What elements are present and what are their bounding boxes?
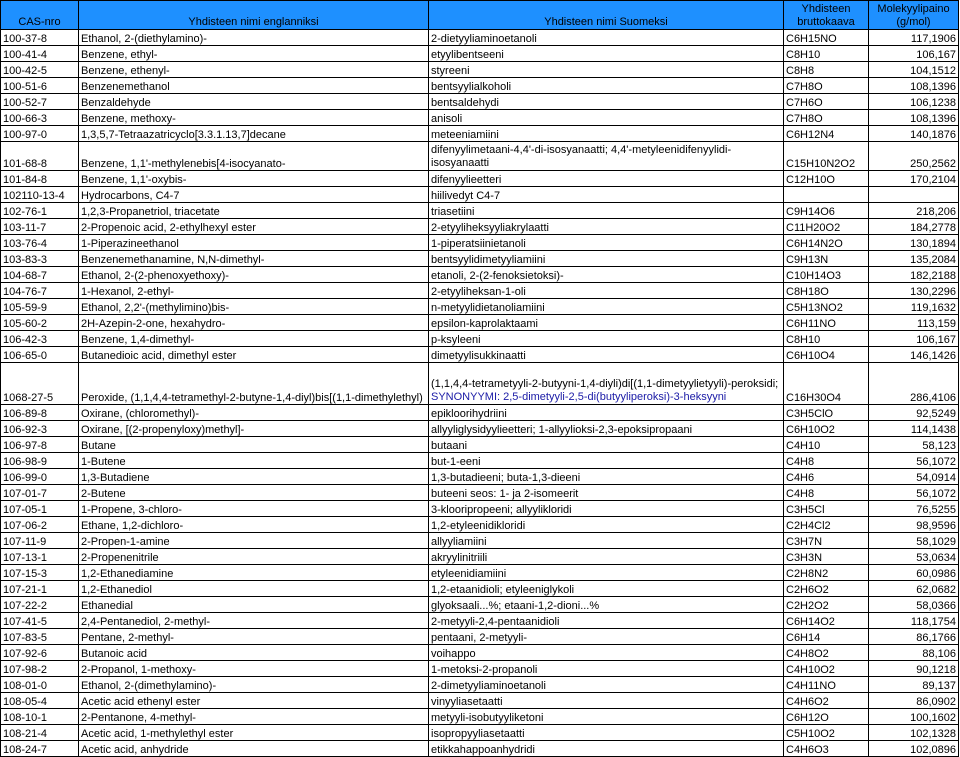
cell-molecular-weight: 106,167: [869, 331, 959, 347]
table-row: [1, 30, 959, 46]
cell-cas: 107-13-1: [1, 549, 79, 565]
cell-cas: 106-92-3: [1, 421, 79, 437]
cell-name-en: Acetic acid, 1-methylethyl ester: [79, 725, 429, 741]
cell-name-en: 1,2,3-Propanetriol, triacetate: [79, 203, 429, 219]
table-row: [1, 78, 959, 94]
cell-name-en: Ethanol, 2-(diethylamino)-: [79, 30, 429, 46]
table-row: [1, 693, 959, 709]
table-row: [1, 110, 959, 126]
table-row: [1, 363, 959, 405]
cell-name-en: Oxirane, [(2-propenyloxy)methyl]-: [79, 421, 429, 437]
table-row: [1, 142, 959, 171]
cell-name-fi: bentsyylialkoholi: [429, 78, 784, 94]
cell-formula: C4H8: [784, 485, 869, 501]
cell-formula: C4H6: [784, 469, 869, 485]
cell-molecular-weight: 88,106: [869, 645, 959, 661]
cell-name-fi: 2-metyyli-2,4-pentaanidioli: [429, 613, 784, 629]
table-row: [1, 549, 959, 565]
table-row: [1, 251, 959, 267]
cell-molecular-weight: 106,1238: [869, 94, 959, 110]
cell-formula: C4H8O2: [784, 645, 869, 661]
cell-formula: C3H5ClO: [784, 405, 869, 421]
table-row: [1, 347, 959, 363]
cell-formula: C12H10O: [784, 171, 869, 187]
cell-name-en: Benzenemethanamine, N,N-dimethyl-: [79, 251, 429, 267]
cell-name-en: Benzene, ethenyl-: [79, 62, 429, 78]
cell-molecular-weight: 146,1426: [869, 347, 959, 363]
table-row: [1, 677, 959, 693]
cell-molecular-weight: 184,2778: [869, 219, 959, 235]
table-row: [1, 629, 959, 645]
table-row: [1, 501, 959, 517]
cell-formula: C9H13N: [784, 251, 869, 267]
cell-molecular-weight: 86,1766: [869, 629, 959, 645]
header-name-fi: Yhdisteen nimi Suomeksi: [429, 1, 784, 30]
cell-molecular-weight: 53,0634: [869, 549, 959, 565]
cell-formula: C5H10O2: [784, 725, 869, 741]
cell-cas: 107-92-6: [1, 645, 79, 661]
cell-cas: 106-89-8: [1, 405, 79, 421]
cell-cas: 106-65-0: [1, 347, 79, 363]
cell-name-fi: pentaani, 2-metyyli-: [429, 629, 784, 645]
cell-name-en: Ethanedial: [79, 597, 429, 613]
cell-name-en: Oxirane, (chloromethyl)-: [79, 405, 429, 421]
cell-cas: 108-10-1: [1, 709, 79, 725]
cell-cas: 108-24-7: [1, 741, 79, 757]
cell-molecular-weight: 98,9596: [869, 517, 959, 533]
cell-molecular-weight: 250,2562: [869, 142, 959, 171]
cell-cas: 100-66-3: [1, 110, 79, 126]
cell-formula: C4H10O2: [784, 661, 869, 677]
cell-molecular-weight: 56,1072: [869, 453, 959, 469]
cell-cas: 101-68-8: [1, 142, 79, 171]
cell-name-fi: allyyliglysidyylieetteri; 1-allyylioksi-2,3-epoksipropaani: [429, 421, 784, 437]
cell-name-fi: etanoli, 2-(2-fenoksietoksi)-: [429, 267, 784, 283]
table-row: [1, 517, 959, 533]
cell-formula: [784, 187, 869, 203]
table-row: [1, 709, 959, 725]
cell-molecular-weight: 218,206: [869, 203, 959, 219]
cell-name-fi: metyyli-isobutyyliketoni: [429, 709, 784, 725]
cell-cas: 107-11-9: [1, 533, 79, 549]
table-row: [1, 565, 959, 581]
cell-formula: C6H12O: [784, 709, 869, 725]
cell-formula: C8H8: [784, 62, 869, 78]
cell-formula: C3H7N: [784, 533, 869, 549]
cell-name-fi: 2-etyyliheksan-1-oli: [429, 283, 784, 299]
cell-name-en: 2H-Azepin-2-one, hexahydro-: [79, 315, 429, 331]
cell-cas: 106-97-8: [1, 437, 79, 453]
cell-name-fi: buteeni seos: 1- ja 2-isomeerit: [429, 485, 784, 501]
cell-name-en: Butane: [79, 437, 429, 453]
cell-name-en: 2-Propen-1-amine: [79, 533, 429, 549]
cell-name-fi: butaani: [429, 437, 784, 453]
cell-name-en: Acetic acid ethenyl ester: [79, 693, 429, 709]
table-row: [1, 171, 959, 187]
header-molecular-weight: Molekyylipaino (g/mol): [869, 1, 959, 30]
cell-formula: C8H10: [784, 331, 869, 347]
cell-cas: 105-59-9: [1, 299, 79, 315]
cell-molecular-weight: 100,1602: [869, 709, 959, 725]
cell-name-en: Ethanol, 2,2'-(methylimino)bis-: [79, 299, 429, 315]
cell-cas: 107-21-1: [1, 581, 79, 597]
cell-cas: 105-60-2: [1, 315, 79, 331]
cell-name-en: 1-Propene, 3-chloro-: [79, 501, 429, 517]
table-row: [1, 219, 959, 235]
cell-molecular-weight: 102,1328: [869, 725, 959, 741]
cell-molecular-weight: 106,167: [869, 46, 959, 62]
cell-name-en: 1,2-Ethanediol: [79, 581, 429, 597]
cell-name-fi: akryylinitriili: [429, 549, 784, 565]
cell-cas: 107-98-2: [1, 661, 79, 677]
cell-name-en: Ethanol, 2-(dimethylamino)-: [79, 677, 429, 693]
cell-molecular-weight: 58,1029: [869, 533, 959, 549]
cell-cas: 103-76-4: [1, 235, 79, 251]
table-row: [1, 661, 959, 677]
cell-formula: C6H12N4: [784, 126, 869, 142]
cell-formula: C7H8O: [784, 110, 869, 126]
cell-name-fi: etyleenidiamiini: [429, 565, 784, 581]
cell-molecular-weight: 92,5249: [869, 405, 959, 421]
cell-formula: C6H14N2O: [784, 235, 869, 251]
table-row: [1, 299, 959, 315]
cell-name-fi: 1-piperatsiinietanoli: [429, 235, 784, 251]
table-row: [1, 533, 959, 549]
cell-cas: 107-22-2: [1, 597, 79, 613]
cell-cas: 100-42-5: [1, 62, 79, 78]
table-row: [1, 453, 959, 469]
cell-name-en: 2-Propanol, 1-methoxy-: [79, 661, 429, 677]
table-row: [1, 741, 959, 757]
cell-name-en: Ethanol, 2-(2-phenoxyethoxy)-: [79, 267, 429, 283]
cell-molecular-weight: 182,2188: [869, 267, 959, 283]
table-row: [1, 469, 959, 485]
table-row: [1, 283, 959, 299]
cell-molecular-weight: 135,2084: [869, 251, 959, 267]
cell-cas: 107-41-5: [1, 613, 79, 629]
table-row: [1, 62, 959, 78]
cell-molecular-weight: 170,2104: [869, 171, 959, 187]
cell-formula: C6H15NO: [784, 30, 869, 46]
table-row: [1, 315, 959, 331]
cell-cas: 100-52-7: [1, 94, 79, 110]
header-name-en: Yhdisteen nimi englanniksi: [79, 1, 429, 30]
cell-name-fi: 1-metoksi-2-propanoli: [429, 661, 784, 677]
cell-molecular-weight: 108,1396: [869, 110, 959, 126]
cell-cas: 100-41-4: [1, 46, 79, 62]
cell-name-en: Benzenemethanol: [79, 78, 429, 94]
cell-name-fi: difenyylimetaani-4,4'-di-isosyanaatti; 4,4'-metyleenidifenyylidi-isosyanaatti: [429, 142, 784, 171]
table-row: [1, 46, 959, 62]
cell-molecular-weight: 118,1754: [869, 613, 959, 629]
cell-name-fi: difenyylieetteri: [429, 171, 784, 187]
cell-formula: C4H8: [784, 453, 869, 469]
cell-cas: 106-42-3: [1, 331, 79, 347]
cell-formula: C6H11NO: [784, 315, 869, 331]
cell-formula: C15H10N2O2: [784, 142, 869, 171]
cell-molecular-weight: 54,0914: [869, 469, 959, 485]
cell-name-en: Benzaldehyde: [79, 94, 429, 110]
cell-formula: C6H14: [784, 629, 869, 645]
cell-name-en: Benzene, ethyl-: [79, 46, 429, 62]
cell-molecular-weight: 89,137: [869, 677, 959, 693]
cell-name-en: Acetic acid, anhydride: [79, 741, 429, 757]
cell-molecular-weight: 130,1894: [869, 235, 959, 251]
table-row: [1, 267, 959, 283]
cell-name-en: Benzene, 1,4-dimethyl-: [79, 331, 429, 347]
cell-molecular-weight: 58,123: [869, 437, 959, 453]
cell-name-fi: etikkahappoanhydridi: [429, 741, 784, 757]
cell-cas: 107-15-3: [1, 565, 79, 581]
cell-formula: C6H10O4: [784, 347, 869, 363]
table-row: [1, 645, 959, 661]
table-row: [1, 725, 959, 741]
header-cas: CAS-nro: [1, 1, 79, 30]
cell-name-en: 2,4-Pentanediol, 2-methyl-: [79, 613, 429, 629]
cell-name-en: 1-Hexanol, 2-ethyl-: [79, 283, 429, 299]
cell-name-fi: vinyyliasetaatti: [429, 693, 784, 709]
cell-name-en: Benzene, 1,1'-methylenebis[4-isocyanato-: [79, 142, 429, 171]
table-row: [1, 421, 959, 437]
cell-name-en: 1-Piperazineethanol: [79, 235, 429, 251]
header-row: [1, 1, 959, 30]
cell-formula: C2H2O2: [784, 597, 869, 613]
cell-molecular-weight: 108,1396: [869, 78, 959, 94]
table-row: [1, 331, 959, 347]
cell-name-en: 2-Butene: [79, 485, 429, 501]
cell-formula: C7H6O: [784, 94, 869, 110]
cell-formula: C4H10: [784, 437, 869, 453]
cell-name-fi: hiilivedyt C4-7: [429, 187, 784, 203]
cell-name-fi: 1,2-etaanidioli; etyleeniglykoli: [429, 581, 784, 597]
cell-molecular-weight: 102,0896: [869, 741, 959, 757]
table-row: [1, 187, 959, 203]
cell-molecular-weight: 56,1072: [869, 485, 959, 501]
cell-formula: C6H14O2: [784, 613, 869, 629]
cell-name-en: 2-Propenoic acid, 2-ethylhexyl ester: [79, 219, 429, 235]
cell-name-fi: (1,1,4,4-tetrametyyli-2-butyyni-1,4-diyli)di[(1,1-dimetyylietyyli)-peroksidi; SYNONYYMI: 2,5-dimetyyli-2,5-di(butyyliperoksi)-3-heksyyni: [429, 363, 784, 405]
table-row: [1, 94, 959, 110]
cell-molecular-weight: 62,0682: [869, 581, 959, 597]
cell-name-fi: anisoli: [429, 110, 784, 126]
cell-cas: 108-05-4: [1, 693, 79, 709]
cell-cas: 104-68-7: [1, 267, 79, 283]
cell-formula: C2H6O2: [784, 581, 869, 597]
cell-name-fi: bentsyylidimetyyliamiini: [429, 251, 784, 267]
cell-cas: 108-21-4: [1, 725, 79, 741]
cell-name-fi: n-metyylidietanoliamiini: [429, 299, 784, 315]
cell-cas: 106-98-9: [1, 453, 79, 469]
cell-formula: C8H10: [784, 46, 869, 62]
cell-name-fi: isopropyyliasetaatti: [429, 725, 784, 741]
cell-formula: C2H4Cl2: [784, 517, 869, 533]
cell-name-fi: 2-etyyliheksyyliakrylaatti: [429, 219, 784, 235]
cell-molecular-weight: 286,4106: [869, 363, 959, 405]
cell-name-en: Hydrocarbons, C4-7: [79, 187, 429, 203]
cell-formula: C4H6O2: [784, 693, 869, 709]
cell-formula: C8H18O: [784, 283, 869, 299]
cell-cas: 100-37-8: [1, 30, 79, 46]
cell-molecular-weight: 58,0366: [869, 597, 959, 613]
cell-formula: C6H10O2: [784, 421, 869, 437]
cell-name-fi: meteeniamiini: [429, 126, 784, 142]
cell-name-en: 1,3-Butadiene: [79, 469, 429, 485]
cell-name-fi: 2-dimetyyliaminoetanoli: [429, 677, 784, 693]
cell-name-en: Ethane, 1,2-dichloro-: [79, 517, 429, 533]
cell-cas: 107-05-1: [1, 501, 79, 517]
cell-name-fi: triasetiini: [429, 203, 784, 219]
cell-molecular-weight: 104,1512: [869, 62, 959, 78]
cell-cas: 100-51-6: [1, 78, 79, 94]
cell-cas: 108-01-0: [1, 677, 79, 693]
table-row: [1, 437, 959, 453]
cell-cas: 103-11-7: [1, 219, 79, 235]
cell-name-fi: dimetyylisukkinaatti: [429, 347, 784, 363]
cell-molecular-weight: 114,1438: [869, 421, 959, 437]
cell-name-fi: styreeni: [429, 62, 784, 78]
cell-formula: C4H6O3: [784, 741, 869, 757]
cell-name-fi: allyyliamiini: [429, 533, 784, 549]
cell-cas: 1068-27-5: [1, 363, 79, 405]
cell-name-fi: 1,2-etyleenidikloridi: [429, 517, 784, 533]
cell-cas: 104-76-7: [1, 283, 79, 299]
cell-formula: C5H13NO2: [784, 299, 869, 315]
cell-name-en: Butanedioic acid, dimethyl ester: [79, 347, 429, 363]
cell-cas: 106-99-0: [1, 469, 79, 485]
cell-molecular-weight: 86,0902: [869, 693, 959, 709]
header-formula: Yhdisteen bruttokaava: [784, 1, 869, 30]
cell-name-fi: 3-klooripropeeni; allyylikloridi: [429, 501, 784, 517]
cell-molecular-weight: 117,1906: [869, 30, 959, 46]
cell-molecular-weight: 113,159: [869, 315, 959, 331]
cell-cas: 100-97-0: [1, 126, 79, 142]
cell-name-en: Butanoic acid: [79, 645, 429, 661]
cell-name-fi: but-1-eeni: [429, 453, 784, 469]
cell-name-fi: 1,3-butadieeni; buta-1,3-dieeni: [429, 469, 784, 485]
cell-name-en: 1-Butene: [79, 453, 429, 469]
table-row: [1, 597, 959, 613]
cell-cas: 102-76-1: [1, 203, 79, 219]
cell-name-en: 1,2-Ethanediamine: [79, 565, 429, 581]
cell-name-en: 2-Pentanone, 4-methyl-: [79, 709, 429, 725]
cell-name-fi: 2-dietyyliaminoetanoli: [429, 30, 784, 46]
cell-name-fi: p-ksyleeni: [429, 331, 784, 347]
cell-formula: C7H8O: [784, 78, 869, 94]
table-row: [1, 203, 959, 219]
cell-name-fi: bentsaldehydi: [429, 94, 784, 110]
cell-formula: C3H5Cl: [784, 501, 869, 517]
cell-molecular-weight: 130,2296: [869, 283, 959, 299]
table-row: [1, 235, 959, 251]
cell-cas: 102110-13-4: [1, 187, 79, 203]
cell-molecular-weight: 60,0986: [869, 565, 959, 581]
cell-name-fi: voihappo: [429, 645, 784, 661]
cell-formula: C3H3N: [784, 549, 869, 565]
cell-molecular-weight: 76,5255: [869, 501, 959, 517]
cell-formula: C2H8N2: [784, 565, 869, 581]
table-row: [1, 613, 959, 629]
cell-formula: C11H20O2: [784, 219, 869, 235]
table-row: [1, 581, 959, 597]
table-row: [1, 405, 959, 421]
cell-cas: 107-83-5: [1, 629, 79, 645]
cell-formula: C9H14O6: [784, 203, 869, 219]
cell-formula: C16H30O4: [784, 363, 869, 405]
cell-cas: 101-84-8: [1, 171, 79, 187]
cell-molecular-weight: 140,1876: [869, 126, 959, 142]
cell-name-en: 1,3,5,7-Tetraazatricyclo[3.3.1.13,7]decane: [79, 126, 429, 142]
table-row: [1, 485, 959, 501]
cell-formula: C4H11NO: [784, 677, 869, 693]
cell-cas: 103-83-3: [1, 251, 79, 267]
cell-cas: 107-01-7: [1, 485, 79, 501]
table-body: [1, 30, 959, 757]
cell-name-fi: etyylibentseeni: [429, 46, 784, 62]
cell-name-en: Peroxide, (1,1,4,4-tetramethyl-2-butyne-1,4-diyl)bis[(1,1-dimethylethyl): [79, 363, 429, 405]
cell-name-en: Benzene, 1,1'-oxybis-: [79, 171, 429, 187]
cell-name-en: Pentane, 2-methyl-: [79, 629, 429, 645]
synonym-note: SYNONYYMI: 2,5-dimetyyli-2,5-di(butyyliperoksi)-3-heksyyni: [431, 391, 727, 403]
cell-name-en: 2-Propenenitrile: [79, 549, 429, 565]
table-row: [1, 126, 959, 142]
cell-name-fi: glyoksaali...%; etaani-1,2-dioni...%: [429, 597, 784, 613]
cell-molecular-weight: [869, 187, 959, 203]
cell-formula: C10H14O3: [784, 267, 869, 283]
cell-name-fi: epsilon-kaprolaktaami: [429, 315, 784, 331]
cell-cas: 107-06-2: [1, 517, 79, 533]
cell-molecular-weight: 90,1218: [869, 661, 959, 677]
cell-name-en: Benzene, methoxy-: [79, 110, 429, 126]
cell-molecular-weight: 119,1632: [869, 299, 959, 315]
cell-name-fi: epikloorihydriini: [429, 405, 784, 421]
